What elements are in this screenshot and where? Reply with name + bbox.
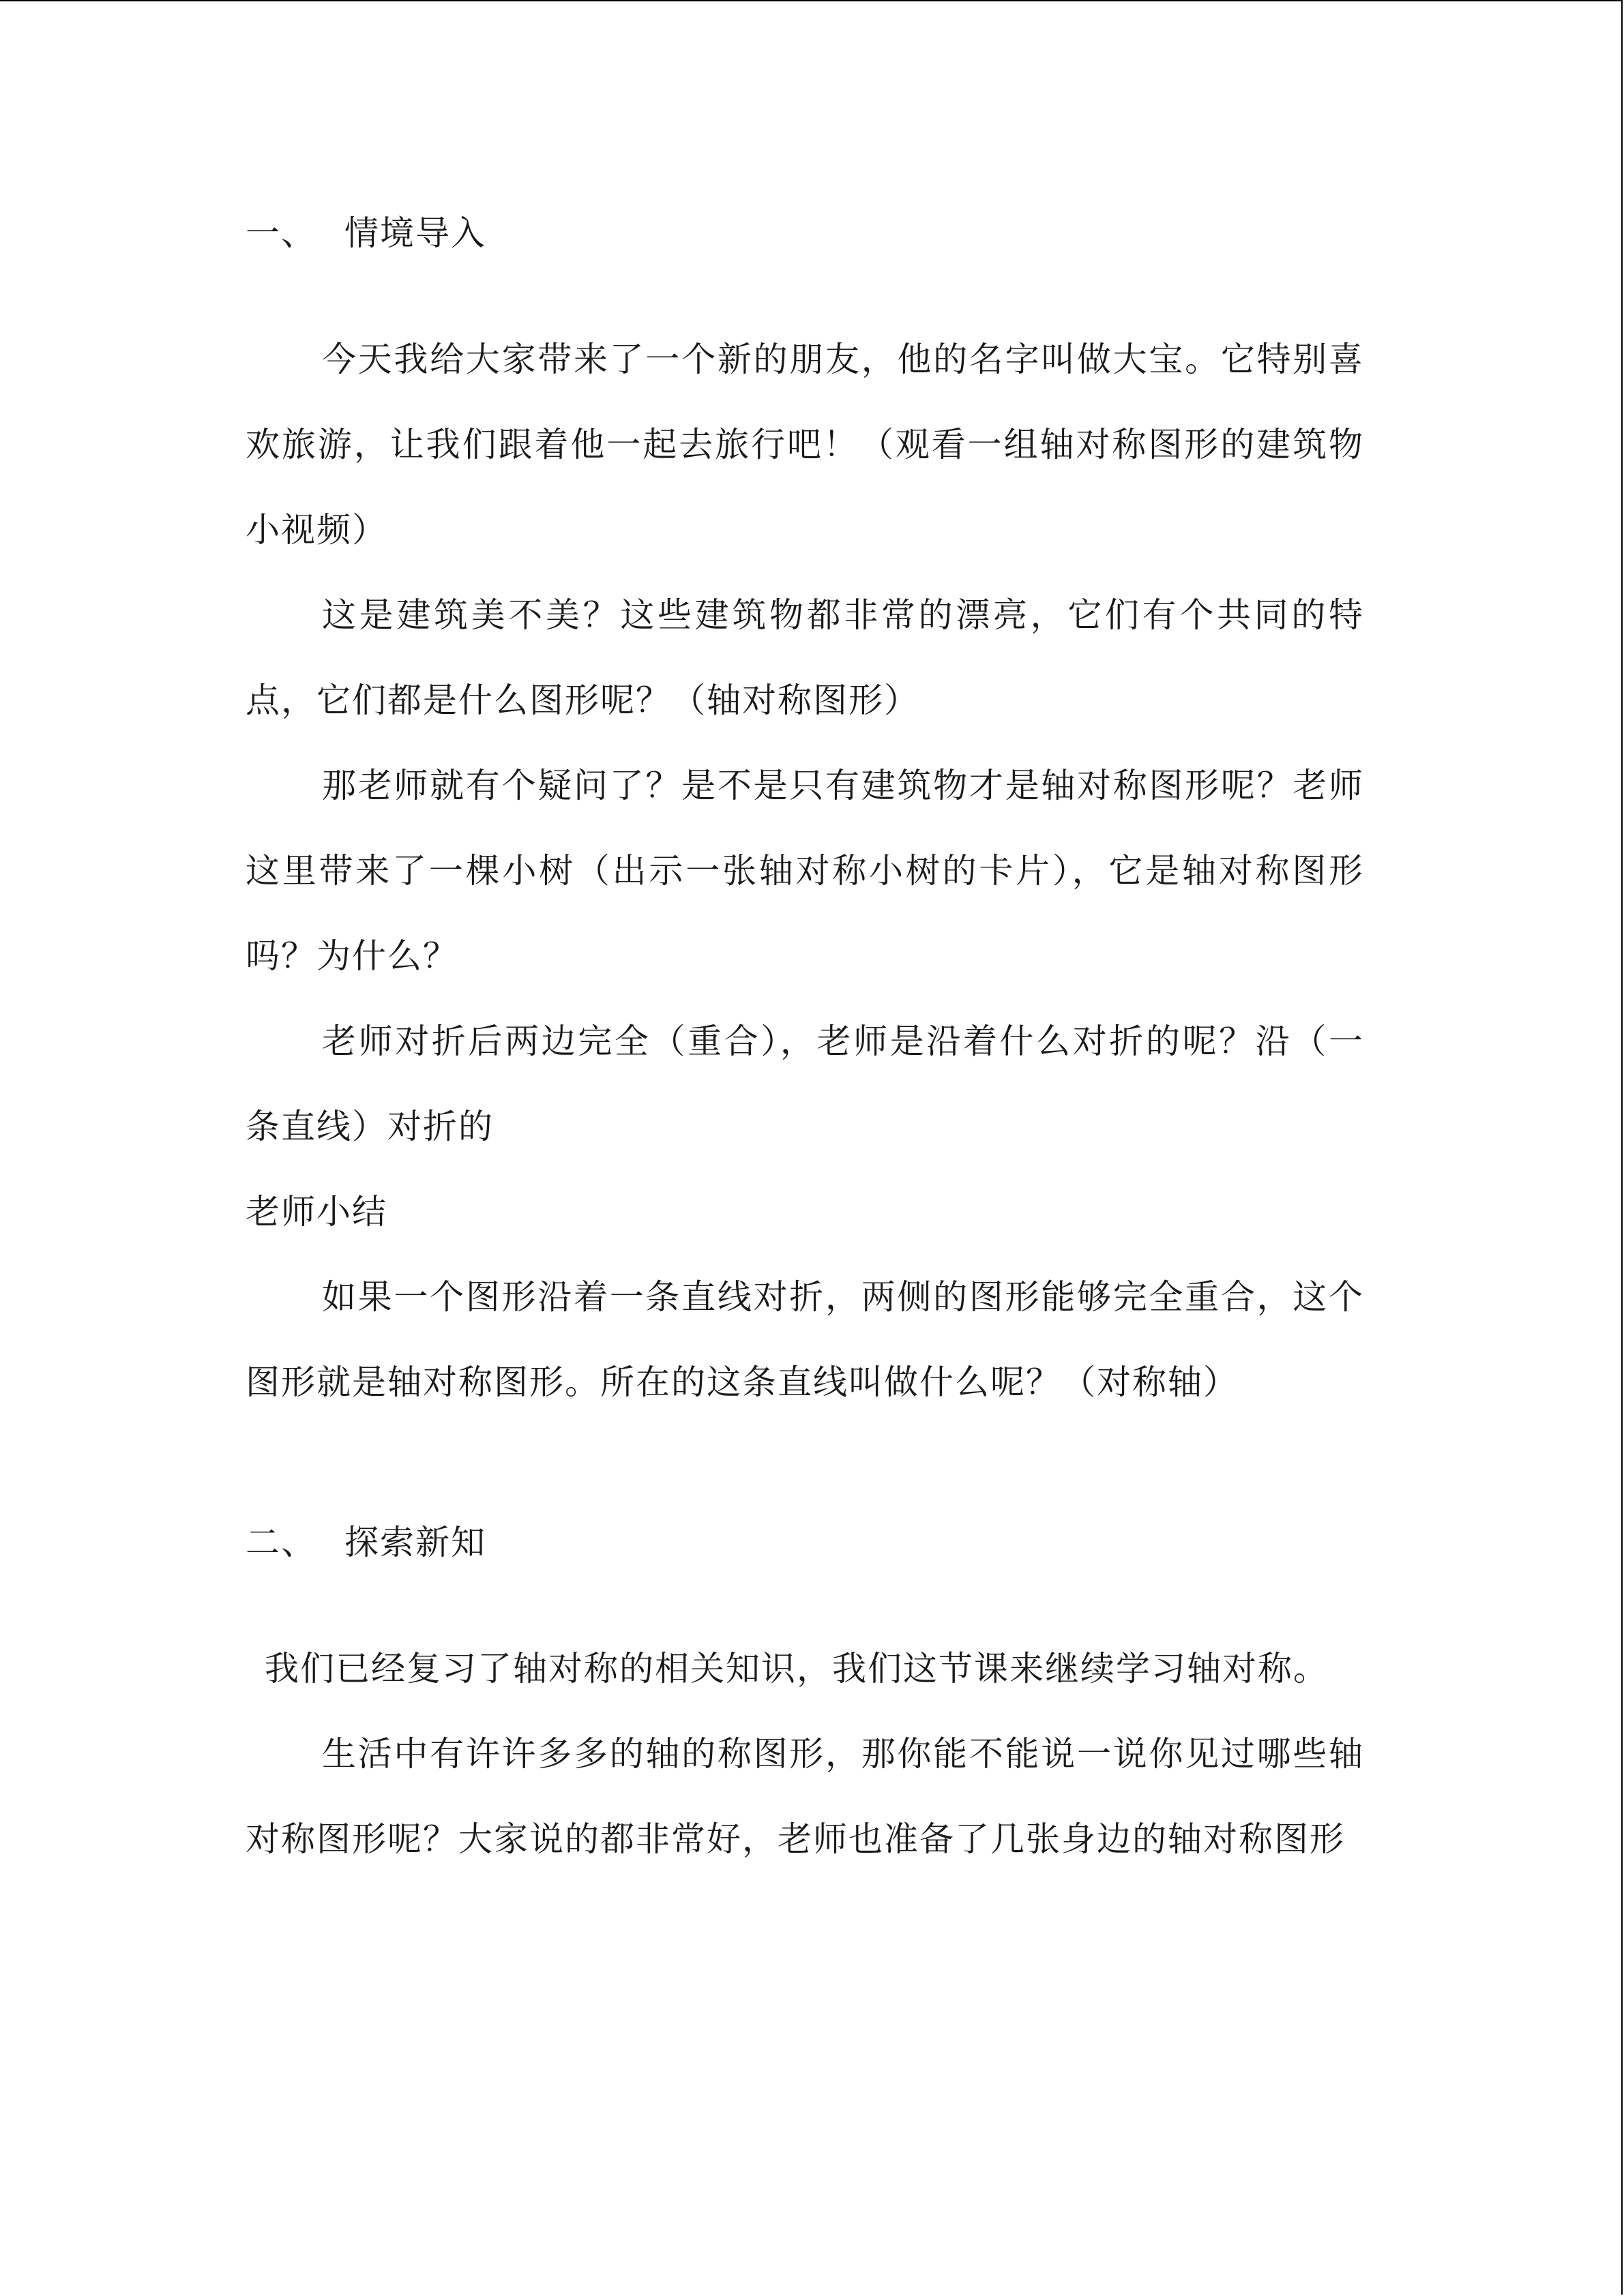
paragraph: 今天我给大家带来了一个新的朋友，他的名字叫做大宝。它特别喜欢旅游，让我们跟着他一起去旅行吧！（观看一组轴对称图形的建筑物小视频）: [246, 340, 1364, 550]
paragraph: 老师对折后两边完全（重合），老师是沿着什么对折的呢？沿（一条直线）对折的: [246, 1022, 1364, 1146]
section-title: 情境导入: [344, 213, 486, 253]
document-body: [246, 191, 1364, 1882]
paragraph: 那老师就有个疑问了？是不是只有建筑物才是轴对称图形呢？老师这里带来了一棵小树（出示一张轴对称小树的卡片），它是轴对称图形吗？为什么？: [246, 766, 1364, 976]
summary-label: 老师小结: [246, 1192, 387, 1232]
section-title: 探索新知: [344, 1523, 486, 1562]
paragraph: 我们已经复习了轴对称的相关知识，我们这节课来继续学习轴对称。: [265, 1649, 1329, 1688]
paragraph: 这是建筑美不美？这些建筑物都非常的漂亮，它们有个共同的特点，它们都是什么图形呢？（轴对称图形）: [246, 595, 1364, 720]
section-number: 二、: [246, 1523, 316, 1562]
section-heading-1: [246, 191, 1364, 276]
paragraph: 如果一个图形沿着一条直线对折，两侧的图形能够完全重合，这个图形就是轴对称图形。所在的这条直线叫做什么呢？（对称轴）: [246, 1277, 1364, 1402]
section-number: 一、: [246, 213, 316, 253]
section-heading-2: [246, 1500, 1364, 1585]
paragraph: 生活中有许许多多的轴的称图形，那你能不能说一说你见过哪些轴对称图形呢？大家说的都非常好，老师也准备了几张身边的轴对称图形: [246, 1734, 1364, 1859]
